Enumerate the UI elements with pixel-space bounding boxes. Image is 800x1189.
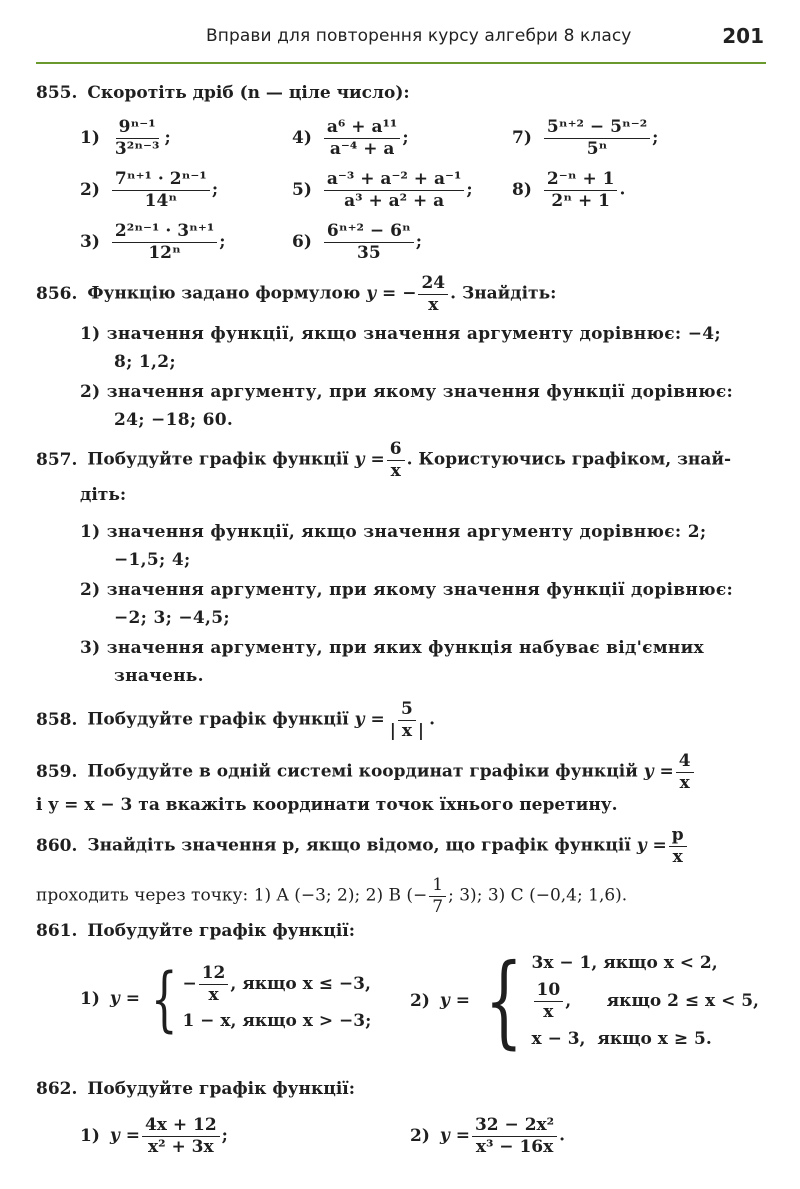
header-title: Вправи для повторення курсу алгебри 8 класу: [206, 26, 632, 46]
exercise-860: 860. Знайдіть значення p, якщо відомо, що графік функції y = $\frac{p}{x}$: [36, 826, 756, 866]
piecewise-function-1: 1) y = { − $\frac{12}{x}$ , якщо x ≤ −3, 1 − x, якщо x > −3;: [80, 958, 372, 1040]
exercise-855: [36, 80, 756, 106]
sub-question: 1) значення функції, якщо значення аргументу дорівнює: −4; 8; 1,2;: [80, 324, 721, 372]
brace-icon: {: [484, 942, 523, 1059]
exercise-859: 859. Побудуйте в одній системі координат графіки функцій y = $\frac{4}{x}$: [36, 752, 756, 792]
exercise-number: 858.: [36, 709, 78, 730]
exercise-861: 861. Побудуйте графік функції:: [36, 921, 356, 941]
exercise-number: 861.: [36, 921, 78, 941]
exercise-858: 858. Побудуйте графік функції y = $\frac{5}{| x |}$ .: [36, 699, 435, 741]
sub-question: 2) значення аргументу, при якому значення функції дорівнює: 24; −18; 60.: [80, 382, 734, 430]
page-number: 201: [722, 24, 764, 48]
fraction-item: 4) $\frac{\text{a⁶ + a¹¹}}{\text{a⁻⁴ + a}}$ ;: [292, 117, 409, 159]
exercise-task: Скоротіть дріб (n — ціле число):: [87, 83, 410, 103]
fraction-item: 8) $\frac{\text{2⁻ⁿ + 1}}{\text{2ⁿ + 1}}$ .: [512, 169, 626, 211]
page-header: [36, 22, 766, 64]
fraction-item: 6) $\frac{\text{6ⁿ⁺² − 6ⁿ}}{35}$ ;: [292, 221, 423, 263]
sub-question: 3) значення аргументу, при яких функція набуває від'ємних значень.: [80, 638, 704, 686]
fraction-item: 1) $\frac{\text{9ⁿ⁻¹}}{\text{3²ⁿ⁻³}}$ ;: [80, 117, 171, 159]
exercise-857: 857. Побудуйте графік функції y = $\frac{6}{x}$ . Користуючись графіком, знай-: [36, 439, 732, 481]
exercise-number: 862.: [36, 1079, 78, 1099]
exercise-862: 862. Побудуйте графік функції:: [36, 1079, 356, 1099]
brace-icon: {: [150, 958, 178, 1040]
exercise-number: 856.: [36, 283, 78, 304]
exercise-856: 856. Функцію задано формулою y = − $\frac{24}{x}$ . Знайдіть:: [36, 273, 557, 315]
exercise-860-cont: проходить через точку: 1) A (−3; 2); 2) B (− $\frac{1}{7}$ ; 3); 3) C (−0,4; 1,6).: [36, 875, 628, 917]
fraction-item: 5) $\frac{\text{a⁻³ + a⁻² + a⁻¹}}{\text{a³ + a² + a}}$ ;: [292, 169, 473, 211]
exercise-number: 859.: [36, 761, 78, 782]
sub-question: 2) значення аргументу, при якому значення функції дорівнює: −2; 3; −4,5;: [80, 580, 734, 628]
exercise-number: 855.: [36, 83, 78, 103]
function-item: 1) y = $\frac{4x + 12}{\text{x² + 3x}}$ ;: [80, 1115, 228, 1157]
piecewise-function-2: 2) y = { 3x − 1, якщо x < 2, 10 x , якщо 2 ≤ x < 5, x − 3, якщо x ≥ 5.: [410, 942, 759, 1059]
exercise-number: 857.: [36, 449, 78, 470]
exercise-859-cont: і y = x − 3 та вкажіть координати точок їхнього перетину.: [36, 795, 618, 815]
fraction-item: 2) $\frac{\text{7ⁿ⁺¹ · 2ⁿ⁻¹}}{\text{14ⁿ}}$ ;: [80, 169, 219, 211]
fraction-item: 3) $\frac{\text{2²ⁿ⁻¹ · 3ⁿ⁺¹}}{\text{12ⁿ}}$ ;: [80, 221, 226, 263]
fraction-item: 7) $\frac{\text{5ⁿ⁺² − 5ⁿ⁻²}}{\text{5ⁿ}}$ ;: [512, 117, 659, 159]
function-item: 2) y = $\frac{\text{32 − 2x²}}{\text{x³ − 16x}}$ .: [410, 1115, 566, 1157]
sub-question: 1) значення функції, якщо значення аргументу дорівнює: 2; −1,5; 4;: [80, 522, 707, 570]
exercise-number: 860.: [36, 835, 78, 856]
exercise-857-cont: діть:: [80, 485, 127, 505]
